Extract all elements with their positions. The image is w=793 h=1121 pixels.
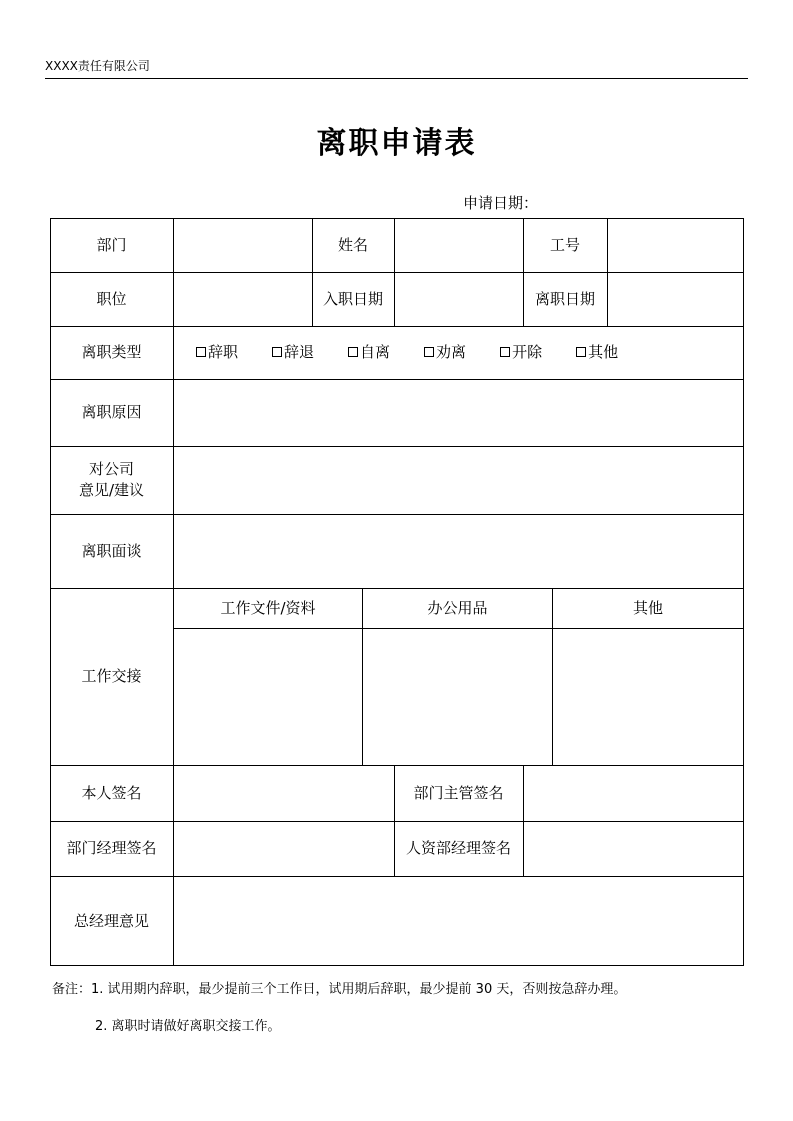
- employee-id-label: 工号: [549, 235, 580, 254]
- hire-date-label: 入职日期: [322, 289, 383, 308]
- hr-manager-signature-label: 人资部经理签名: [405, 839, 511, 857]
- company-opinion-field[interactable]: [174, 446, 743, 514]
- name-field[interactable]: [395, 218, 523, 272]
- page-title: 离职申请表: [316, 126, 477, 161]
- checkbox-icon[interactable]: [348, 347, 358, 357]
- company-opinion-label: [50, 446, 173, 514]
- leave-date-field[interactable]: [608, 272, 743, 326]
- leave-type-option-other[interactable]: [576, 341, 618, 362]
- exit-interview-label: 离职面谈: [81, 541, 142, 560]
- leave-date-label: 离职日期: [534, 289, 595, 308]
- leave-type-option-expelled[interactable]: [500, 341, 542, 362]
- company-opinion-label-line2: 意见/建议: [78, 481, 145, 499]
- option-label: 开除: [512, 343, 543, 361]
- leave-type-option-persuaded[interactable]: [424, 341, 466, 362]
- option-label: 自离: [360, 343, 391, 361]
- note-line-2: 2. 离职时请做好离职交接工作。: [95, 1019, 281, 1034]
- supervisor-signature-label: 部门主管签名: [413, 783, 504, 802]
- dept-manager-signature-label: 部门经理签名: [66, 839, 157, 857]
- self-signature-field[interactable]: [174, 765, 394, 821]
- gm-opinion-label: 总经理意见: [73, 911, 149, 930]
- position-field[interactable]: [174, 272, 312, 326]
- leave-reason-label: 离职原因: [81, 403, 142, 421]
- leave-type-option-self-leave[interactable]: [348, 341, 390, 362]
- handover-documents-field[interactable]: [174, 629, 362, 765]
- leave-type-label: 离职类型: [81, 343, 142, 361]
- option-label: 辞职: [208, 343, 239, 361]
- gm-opinion-field[interactable]: [174, 876, 743, 966]
- handover-office-supplies-field[interactable]: [363, 629, 552, 765]
- header-divider: [45, 78, 748, 79]
- company-opinion-label-line1: 对公司: [88, 460, 134, 478]
- department-label: 部门: [96, 235, 127, 254]
- department-field[interactable]: [174, 218, 312, 272]
- leave-type-options: [196, 341, 618, 362]
- exit-interview-field[interactable]: [174, 514, 743, 588]
- hr-manager-signature-field[interactable]: [524, 821, 743, 876]
- checkbox-icon[interactable]: [272, 347, 282, 357]
- dept-manager-signature-field[interactable]: [174, 821, 394, 876]
- leave-type-option-resign[interactable]: [196, 341, 238, 362]
- checkbox-icon[interactable]: [576, 347, 586, 357]
- name-label: 姓名: [337, 235, 368, 254]
- hire-date-field[interactable]: [395, 272, 523, 326]
- leave-reason-field[interactable]: [174, 379, 743, 446]
- checkbox-icon[interactable]: [196, 347, 206, 357]
- checkbox-icon[interactable]: [424, 347, 434, 357]
- option-label: 劝离: [436, 343, 467, 361]
- option-label: 辞退: [284, 343, 315, 361]
- self-signature-label: 本人签名: [81, 783, 142, 802]
- leave-type-option-dismissed[interactable]: [272, 341, 314, 362]
- position-label: 职位: [96, 289, 127, 308]
- handover-label: 工作交接: [81, 667, 142, 685]
- handover-col-office-supplies: 办公用品: [427, 598, 488, 617]
- supervisor-signature-field[interactable]: [524, 765, 743, 821]
- handover-col-documents: 工作文件/资料: [220, 598, 316, 617]
- apply-date-label: 申请日期：: [463, 194, 539, 212]
- handover-col-other: 其他: [632, 598, 663, 617]
- company-name: XXXX责任有限公司: [45, 59, 150, 73]
- checkbox-icon[interactable]: [500, 347, 510, 357]
- employee-id-field[interactable]: [608, 218, 743, 272]
- note-line-1: 备注：1. 试用期内辞职，最少提前三个工作日，试用期后辞职，最少提前 30 天，否则按急辞办理。: [52, 982, 627, 997]
- handover-other-field[interactable]: [553, 629, 743, 765]
- option-label: 其他: [588, 343, 619, 361]
